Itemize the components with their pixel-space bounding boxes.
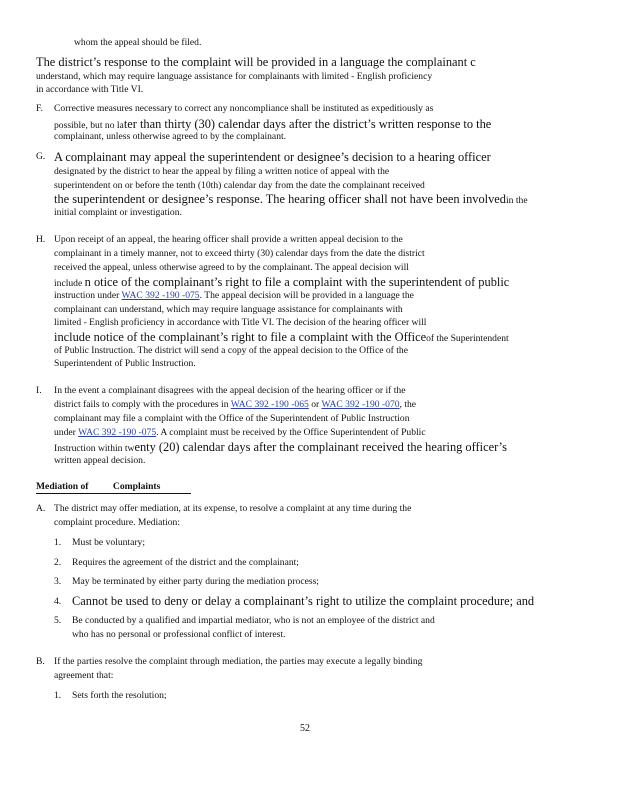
title-vi-line: in accordance with Title VI. — [36, 84, 144, 95]
section-h-line-2: complainant in a timely manner, not to exceed thirty (30) calendar days from the date the district — [54, 248, 425, 259]
mediation-b-line-2: agreement that: — [54, 670, 114, 681]
page-number: 52 — [300, 723, 310, 734]
mediation-item-5-num: 5. — [54, 615, 62, 626]
language-assistance-line: understand, which may require language assistance for complainants with limited - English proficiency — [36, 71, 433, 82]
section-g-line-1: A complainant may appeal the superintendent or designee’s decision to a hearing officer — [54, 150, 491, 164]
wac-070-link[interactable]: WAC 392 -190 -070 — [321, 399, 400, 410]
section-i-line-6: written appeal decision. — [54, 455, 146, 466]
mediation-a-label: A. — [36, 503, 46, 514]
mediation-item-5: Be conducted by a qualified and impartial mediator, who is not an employee of the district and — [72, 615, 435, 626]
section-i-label: I. — [36, 385, 42, 396]
section-f-line-1: Corrective measures necessary to correct any noncompliance shall be instituted as expeditiously as — [54, 103, 434, 114]
mediation-heading-underline — [36, 493, 191, 494]
section-h-line-8b: of the Superintendent — [426, 333, 509, 344]
mediation-item-3-num: 3. — [54, 576, 62, 587]
mediation-item-1-num: 1. — [54, 537, 62, 548]
section-h-line-9: of Public Instruction. The district will send a copy of the appeal decision to the Office of the — [54, 345, 408, 356]
section-f-line-3: complainant, unless otherwise agreed to by the complainant. — [54, 131, 287, 142]
section-h-line-7: limited - English proficiency in accordance with Title VI. The decision of the hearing officer will — [54, 317, 427, 328]
section-h-line-3: received the appeal, unless otherwise agreed to by the complainant. The appeal decision will — [54, 262, 409, 273]
section-i-line-4b: . A complaint must be received by the Office Superintendent of Public — [156, 427, 426, 438]
section-h-line-1: Upon receipt of an appeal, the hearing officer shall provide a written appeal decision to the — [54, 234, 403, 245]
section-h-line-10: Superintendent of Public Instruction. — [54, 358, 196, 369]
section-g-label: G. — [36, 151, 46, 162]
section-h-line-5 — [54, 290, 414, 302]
section-i-or: or — [311, 399, 320, 410]
section-i-line-5a: Instruction within tw — [54, 443, 135, 454]
section-g-line-4a: the superintendent or designee’s response. The hearing officer shall not have been involved — [54, 192, 507, 206]
mediation-a-line-1: The district may offer mediation, at its expense, to resolve a complaint at any time during the — [54, 503, 412, 514]
section-i-line-2a: district fails to comply with the procedures in — [54, 399, 229, 410]
section-g-line-2: designated by the district to hear the appeal by filing a written notice of appeal with the — [54, 166, 390, 177]
section-i-line-3: complainant may file a complaint with the Office of the Superintendent of Public Instruction — [54, 413, 410, 424]
mediation-item-2: Requires the agreement of the district and the complainant; — [72, 557, 299, 568]
section-h-line-5b: . The appeal decision will be provided in a language the — [199, 290, 414, 301]
section-i-line-4 — [54, 427, 426, 439]
mediation-heading — [36, 481, 160, 492]
mediation-b-line-1: If the parties resolve the complaint through mediation, the parties may execute a legally binding — [54, 656, 423, 667]
district-response-line: The district’s response to the complaint will be provided in a language the complainant c — [36, 55, 476, 69]
section-h-line-4a: include — [54, 278, 83, 289]
mediation-heading-b: Complaints — [112, 481, 161, 492]
section-h-line-8a: include notice of the complainant’s right to file a complaint with the Office — [54, 330, 427, 344]
section-i-line-1: In the event a complainant disagrees with the appeal decision of the hearing officer or if the — [54, 385, 406, 396]
section-h-line-6: complainant can understand, which may require language assistance for complainants with — [54, 304, 403, 315]
section-g-line-4 — [54, 192, 528, 207]
mediation-b-label: B. — [36, 656, 45, 667]
mediation-item-4-num: 4. — [54, 596, 62, 607]
mediation-item-5-line-2: who has no personal or professional conflict of interest. — [72, 629, 286, 640]
mediation-b-item-1: Sets forth the resolution; — [72, 690, 167, 701]
mediation-item-2-num: 2. — [54, 557, 62, 568]
section-i-line-2 — [54, 399, 416, 411]
mediation-a-line-2: complaint procedure. Mediation: — [54, 517, 181, 528]
wac-065-link[interactable]: WAC 392 -190 -065 — [230, 399, 309, 410]
section-h-line-4b: n otice of the complainant’s right to file a complaint with the superintendent of public — [84, 275, 510, 289]
mediation-item-1: Must be voluntary; — [72, 537, 146, 548]
section-g-line-5: initial complaint or investigation. — [54, 207, 182, 218]
section-i-line-5 — [54, 440, 507, 455]
section-g-line-3: superintendent on or before the tenth (10th) calendar day from the date the complainant received — [54, 180, 425, 191]
mediation-b-item-1-num: 1. — [54, 690, 62, 701]
appeal-filed-line: whom the appeal should be filed. — [74, 37, 202, 48]
mediation-item-3: May be terminated by either party during the mediation process; — [72, 576, 319, 587]
section-f-line-2b: ter than thirty (30) calendar days after the district’s written response to the — [123, 117, 492, 131]
section-h-line-4 — [54, 275, 509, 290]
mediation-item-4: Cannot be used to deny or delay a complainant’s right to utilize the complaint procedure; and — [72, 594, 535, 608]
section-h-line-5a: instruction under — [54, 290, 120, 301]
section-f-line-2a: possible, but no la — [54, 120, 124, 131]
section-i-line-2b: , the — [399, 399, 417, 410]
section-f-line-2 — [54, 117, 491, 132]
mediation-heading-a: Mediation of — [36, 481, 89, 492]
section-i-line-5b: enty (20) calendar days after the complainant received the hearing officer’s — [134, 440, 507, 454]
wac-075-link[interactable]: WAC 392 -190 -075 — [121, 290, 200, 301]
section-i-line-4a: under — [54, 427, 76, 438]
wac-075-link-2[interactable]: WAC 392 -190 -075 — [78, 427, 157, 438]
section-g-line-4b: in the — [506, 195, 528, 206]
section-f-label: F. — [36, 103, 43, 114]
section-h-label: H. — [36, 234, 46, 245]
section-h-line-8 — [54, 330, 509, 345]
